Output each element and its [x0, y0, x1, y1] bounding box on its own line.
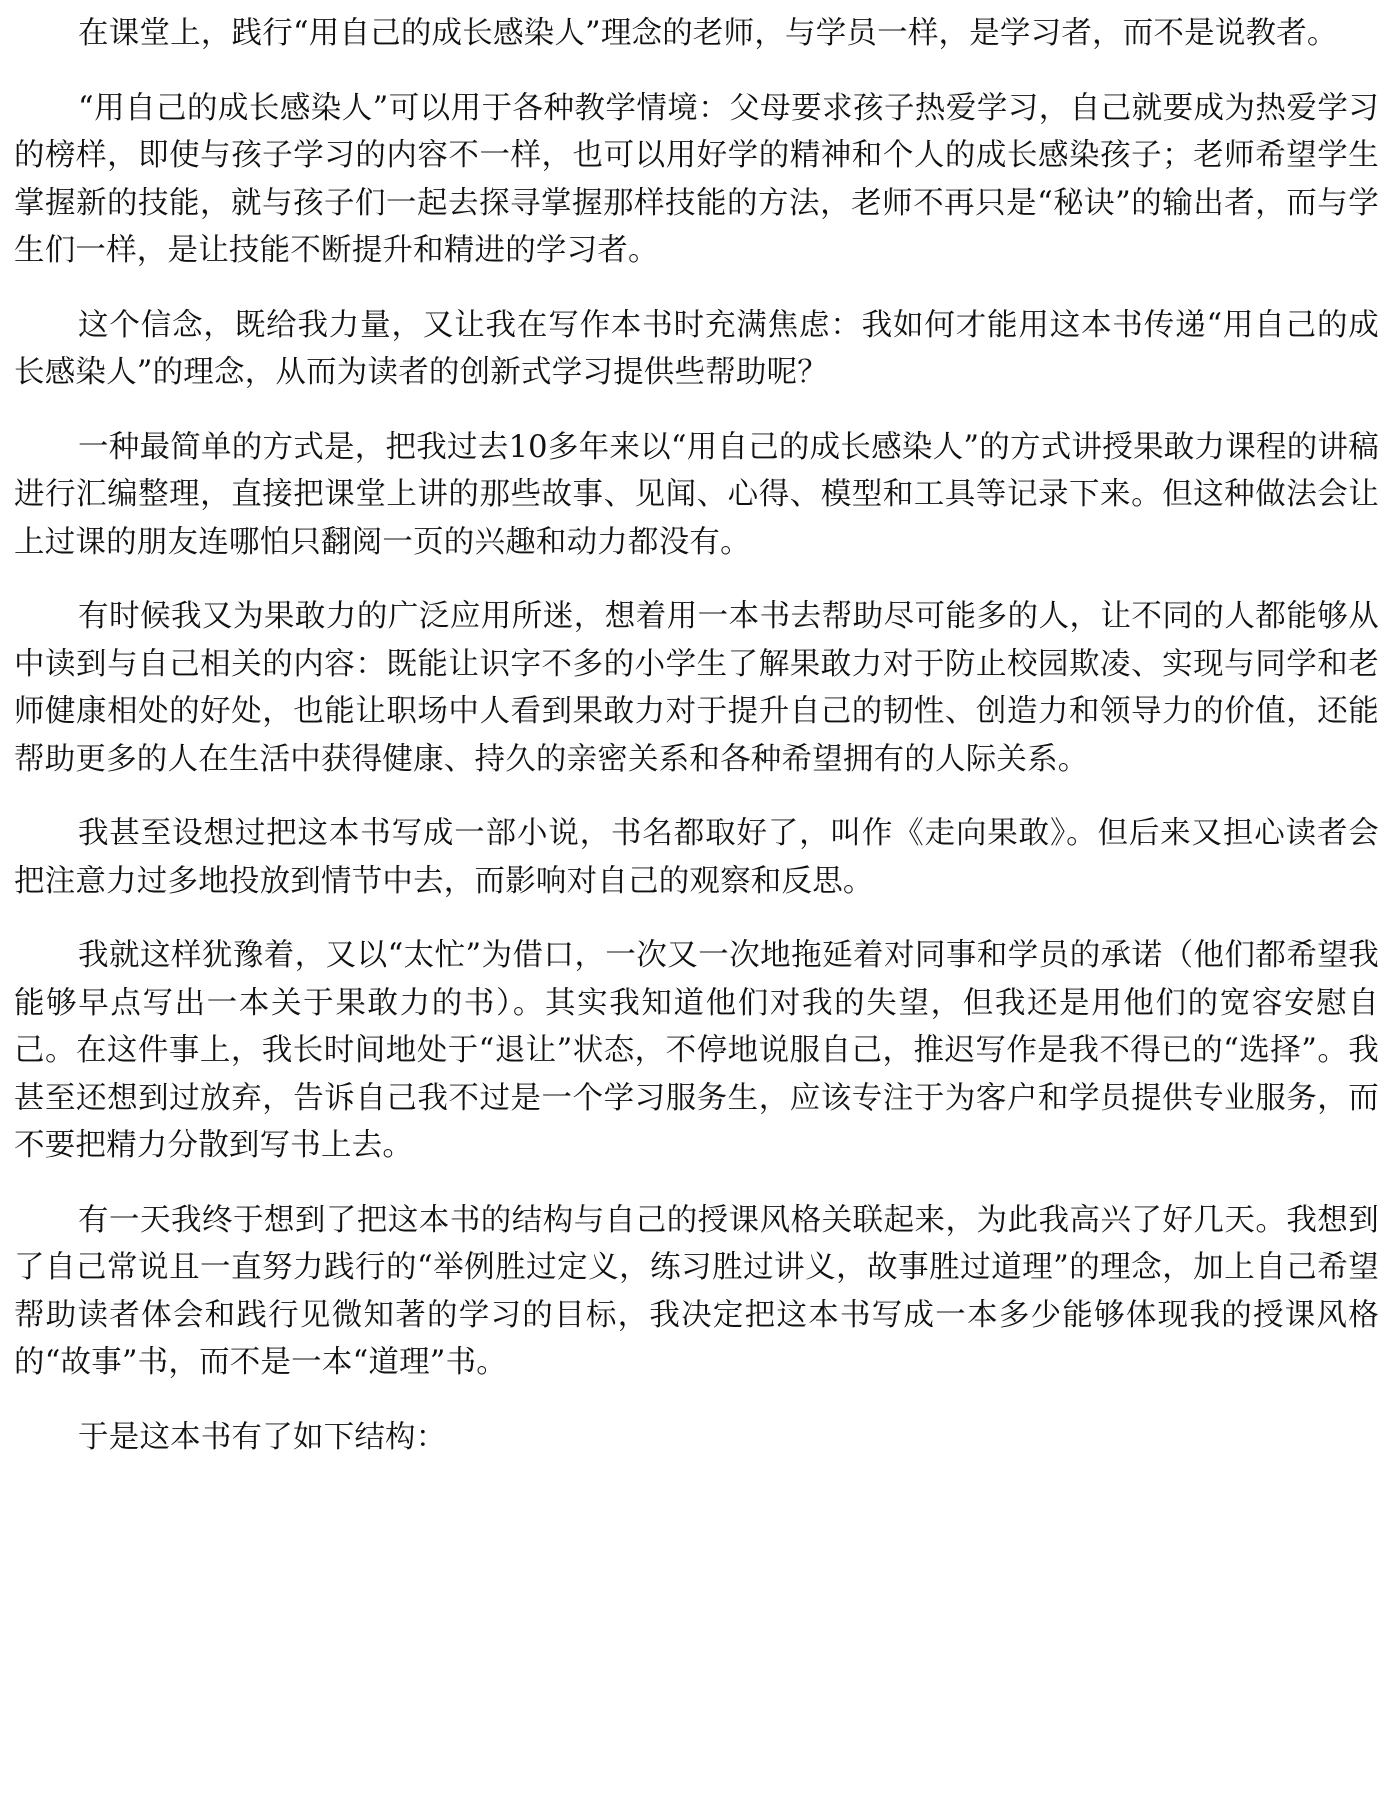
- paragraph: 一种最简单的方式是，把我过去10多年来以“用自己的成长感染人”的方式讲授果敢力课程的讲稿进行汇编整理，直接把课堂上讲的那些故事、见闻、心得、模型和工具等记录下来。但这种做法会让上过课的朋友连哪怕只翻阅一页的兴趣和动力都没有。: [14, 429, 1379, 560]
- paragraph: “用自己的成长感染人”可以用于各种教学情境：父母要求孩子热爱学习，自己就要成为热爱学习的榜样，即使与孩子学习的内容不一样，也可以用好学的精神和个人的成长感染孩子；老师希望学生掌握新的技能，就与孩子们一起去探寻掌握那样技能的方法，老师不再只是“秘诀”的输出者，而与学生们一样，是让技能不断提升和精进的学习者。: [14, 90, 1379, 268]
- paragraph: 我甚至设想过把这本书写成一部小说，书名都取好了，叫作《走向果敢》。但后来又担心读者会把注意力过多地投放到情节中去，而影响对自己的观察和反思。: [14, 816, 1379, 899]
- paragraph: 有时候我又为果敢力的广泛应用所迷，想着用一本书去帮助尽可能多的人，让不同的人都能够从中读到与自己相关的内容：既能让识字不多的小学生了解果敢力对于防止校园欺凌、实现与同学和老师健康相处的好处，也能让职场中人看到果敢力对于提升自己的韧性、创造力和领导力的价值，还能帮助更多的人在生活中获得健康、持久的亲密关系和各种希望拥有的人际关系。: [14, 599, 1379, 777]
- paragraph: 有一天我终于想到了把这本书的结构与自己的授课风格关联起来，为此我高兴了好几天。我想到了自己常说且一直努力践行的“举例胜过定义，练习胜过讲义，故事胜过道理”的理念，加上自己希望帮助读者体会和践行见微知著的学习的目标，我决定把这本书写成一本多少能够体现我的授课风格的“故事”书，而不是一本“道理”书。: [14, 1202, 1379, 1380]
- paragraph: 我就这样犹豫着，又以“太忙”为借口，一次又一次地拖延着对同事和学员的承诺（他们都希望我能够早点写出一本关于果敢力的书）。其实我知道他们对我的失望，但我还是用他们的宽容安慰自己。在这件事上，我长时间地处于“退让”状态，不停地说服自己，推迟写作是我不得已的“选择”。我甚至还想到过放弃，告诉自己我不过是一个学习服务生，应该专注于为客户和学员提供专业服务，而不要把精力分散到写书上去。: [14, 938, 1379, 1163]
- paragraph: 于是这本书有了如下结构：: [78, 1419, 447, 1455]
- paragraph: 在课堂上，践行“用自己的成长感染人”理念的老师，与学员一样，是学习者，而不是说教者。: [78, 16, 1338, 51]
- paragraph: 这个信念，既给我力量，又让我在写作本书时充满焦虑：我如何才能用这本书传递“用自己的成长感染人”的理念，从而为读者的创新式学习提供些帮助呢？: [14, 307, 1379, 390]
- document-page: [14, 10, 1379, 1488]
